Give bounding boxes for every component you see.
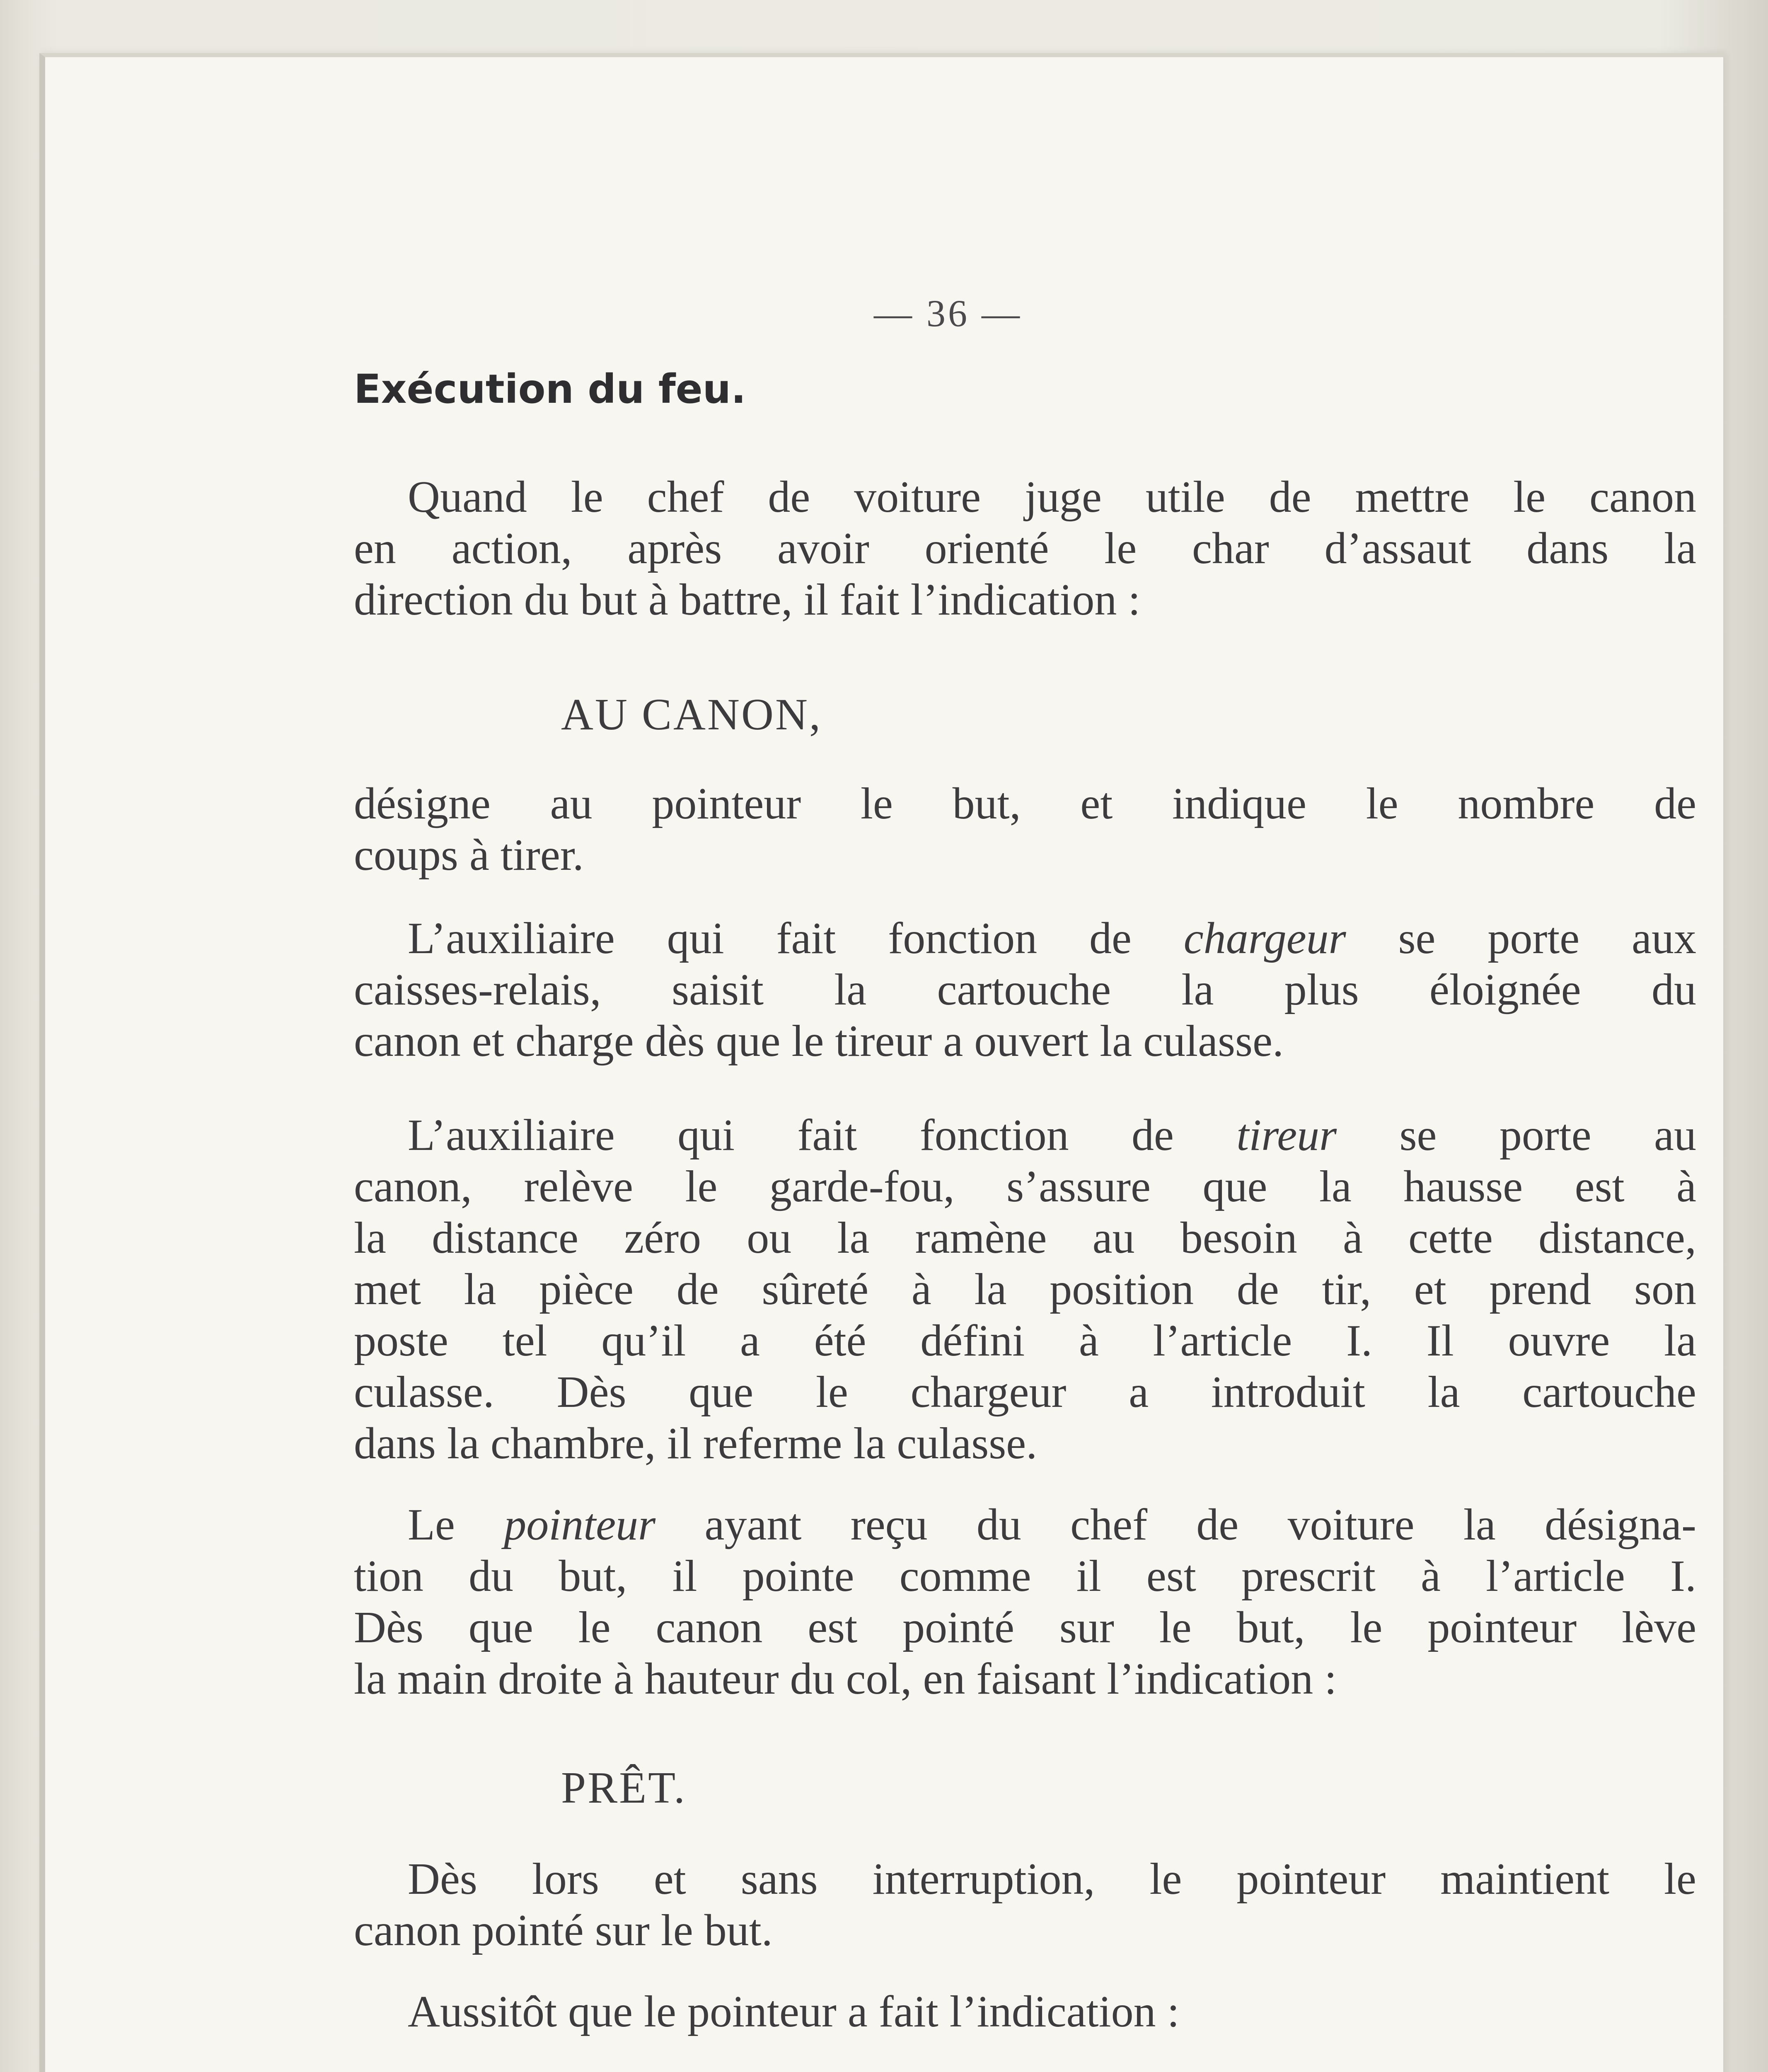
command-pret-1: PRÊT. [561,1763,687,1813]
text-line: canon et charge dès que le tireur a ouvert la culasse. [354,1017,1284,1066]
text-line: caisses-relais, saisit la cartouche la plus éloignée du [354,965,1696,1014]
text-line: poste tel qu’il a été défini à l’article I. Il ouvre la [354,1316,1696,1365]
paragraph-pointeur [354,1499,1696,1705]
paragraph-aussitot: Aussitôt que le pointeur a fait l’indication : [408,1987,1180,2036]
paragraph-designe [354,778,1696,881]
text-span: ayant reçu du chef de voiture la désigna- [655,1500,1696,1549]
text-span: L’auxiliaire qui fait fonction de [408,914,1184,963]
text-line: direction du but à battre, il fait l’indication : [354,575,1141,625]
paragraph-des-lors [354,1854,1696,1956]
page-number: — 36 — [874,292,1022,334]
paragraph-quand [354,472,1696,626]
text-line: désigne au pointeur le but, et indique le nombre de [354,779,1696,828]
paragraph-chargeur [354,913,1696,1067]
text-line: dans la chambre, il referme la culasse. [354,1419,1038,1468]
text-line: canon, relève le garde-fou, s’assure que la hausse est à [354,1162,1696,1211]
text-line: met la pièce de sûreté à la position de tir, et prend son [354,1265,1696,1314]
text-span: Le [408,1500,504,1549]
text-span: se porte au [1337,1111,1696,1160]
text-line: coups à tirer. [354,830,584,880]
text-line [354,913,1696,964]
section-heading-execution: Exécution du feu. [354,366,746,412]
text-span: L’auxiliaire qui fait fonction de [408,1111,1237,1160]
text-line: la main droite à hauteur du col, en faisant l’indication : [354,1654,1337,1704]
text-line: Quand le chef de voiture juge utile de mettre le canon [408,472,1696,522]
text-span: se porte aux [1346,914,1696,963]
emphasis-tireur: tireur [1236,1111,1337,1160]
emphasis-pointeur: pointeur [504,1500,656,1549]
text-line: culasse. Dès que le chargeur a introduit la cartouche [354,1368,1696,1417]
text-line: Dès lors et sans interruption, le pointeur maintient le [408,1854,1696,1904]
text-line: tion du but, il pointe comme il est prescrit à l’article I. [354,1552,1696,1601]
emphasis-chargeur: chargeur [1183,914,1346,963]
text-line: la distance zéro ou la ramène au besoin à cette distance, [354,1213,1696,1263]
text-line [354,1499,1696,1551]
text-line: Dès que le canon est pointé sur le but, le pointeur lève [354,1603,1696,1652]
text-line: canon pointé sur le but. [354,1906,773,1955]
text-line [354,1110,1696,1161]
book-page [39,53,1723,2072]
paragraph-tireur [354,1110,1696,1469]
text-line: en action, après avoir orienté le char d’assaut dans la [354,524,1696,573]
command-au-canon: AU CANON, [561,690,822,739]
